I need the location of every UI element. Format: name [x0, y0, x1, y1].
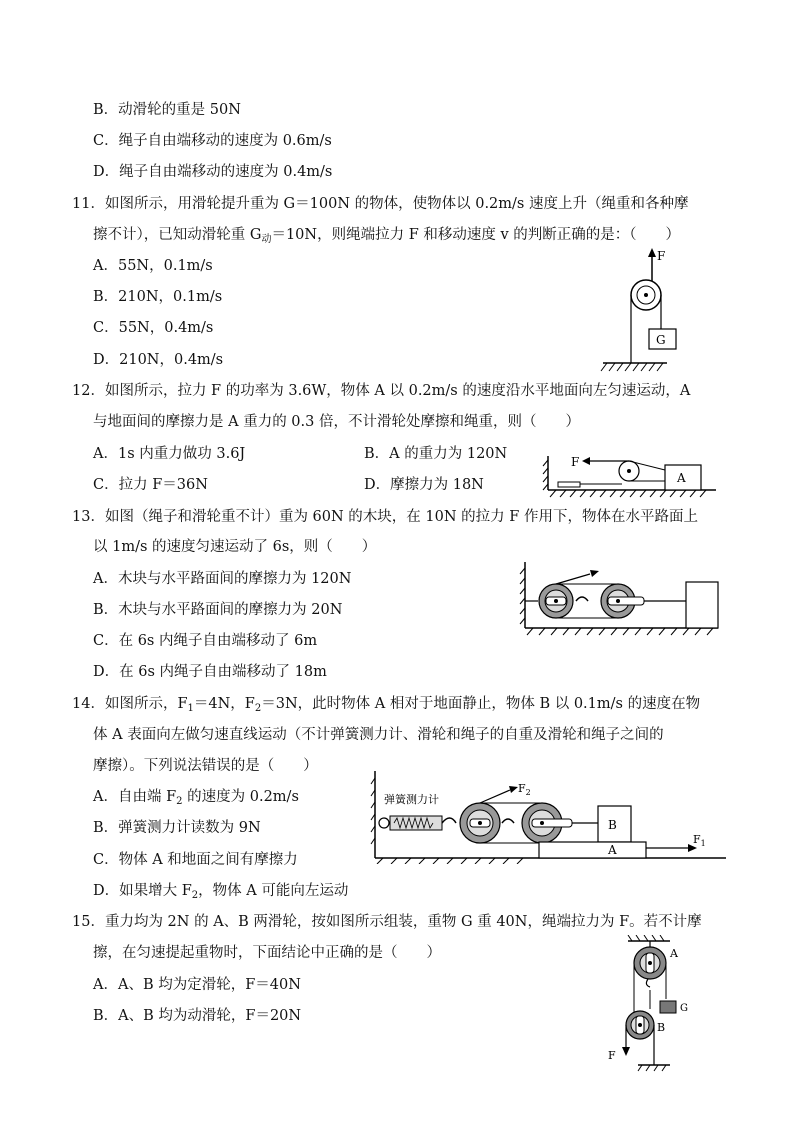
q11-option-d: D．210N，0.4m/s — [93, 352, 224, 368]
q11-option-c: C．55N，0.4m/s — [93, 320, 214, 336]
q14-option-a: A．自由端 $F_2$ 的速度为 0.2m/s — [93, 789, 299, 807]
q14-option-b: B．弹簧测力计读数为 9N — [93, 820, 261, 836]
q14-stem-line3: 摩擦）。下列说法错误的是（ ） — [93, 758, 318, 774]
q13-option-b: B．木块与水平路面间的摩擦力为 20N — [93, 602, 343, 618]
q12-block-label: A — [677, 471, 686, 485]
q12-option-b: B．A 的重力为 120N — [364, 446, 508, 462]
q10-option-c: C．绳子自由端移动的速度为 0.6m/s — [93, 133, 332, 149]
q14-f2-label: $F_2$ — [518, 782, 531, 797]
q11-option-a: A．55N，0.1m/s — [93, 258, 213, 274]
q13-option-d: D．在 6s 内绳子自由端移动了 18m — [93, 664, 327, 680]
q11-option-b: B．210N，0.1m/s — [93, 289, 223, 305]
q15-pulley-figure — [600, 935, 700, 1075]
q15-option-b: B．A、B 均为动滑轮，F＝20N — [93, 1008, 302, 1024]
q15-stem-line2: 擦，在匀速提起重物时，下面结论中正确的是（ ） — [93, 945, 441, 961]
q13-stem-line1: 13．如图（绳子和滑轮重不计）重为 60N 的木块，在 10N 的拉力 F 作用下，物体在水平路面上 — [72, 509, 698, 525]
q15-option-a: A．A、B 均为定滑轮，F＝40N — [93, 977, 301, 993]
q12-option-a: A．1s 内重力做功 3.6J — [93, 446, 246, 462]
q12-force-label: F — [571, 455, 580, 469]
q13-pulley-block-figure — [518, 558, 723, 638]
q14-block-a-label: A — [608, 843, 617, 857]
q14-option-c: C．物体 A 和地面之间有摩擦力 — [93, 852, 298, 868]
q14-f1-label: $F_1$ — [693, 833, 706, 848]
q14-spring-scale-figure — [370, 768, 730, 864]
q11-force-label: F — [657, 249, 666, 263]
q13-option-a: A．木块与水平路面间的摩擦力为 120N — [93, 571, 352, 587]
q15-pulley-a-label: A — [670, 947, 678, 960]
q12-stem-line1: 12．如图所示，拉力 F 的功率为 3.6W，物体 A 以 0.2m/s 的速度沿水平地面向左匀速运动，A — [72, 383, 691, 399]
q14-option-d: D．如果增大 $F_2$，物体 A 可能向左运动 — [93, 883, 349, 901]
q15-force-label: F — [608, 1049, 616, 1062]
q12-option-d: D．摩擦力为 18N — [364, 477, 484, 493]
q11-weight-label: G — [656, 333, 666, 347]
q15-pulley-b-label: B — [657, 1021, 666, 1034]
q10-option-b: B．动滑轮的重是 50N — [93, 102, 241, 118]
q15-weight-label: G — [680, 1003, 688, 1014]
q11-pulley-figure — [595, 245, 695, 380]
q12-stem-line2: 与地面间的摩擦力是 A 重力的 0.3 倍，不计滑轮处摩擦和绳重，则（ ） — [93, 414, 580, 430]
q10-option-d: D．绳子自由端移动的速度为 0.4m/s — [93, 164, 333, 180]
q14-stem-line2: 体 A 表面向左做匀速直线运动（不计弹簧测力计、滑轮和绳子的自重及滑轮和绳子之间的 — [93, 727, 664, 743]
q14-spring-scale-label: 弹簧测力计 — [384, 793, 439, 806]
q12-option-c: C．拉力 F＝36N — [93, 477, 208, 493]
q11-stem-line1: 11．如图所示，用滑轮提升重为 G＝100N 的物体，使物体以 0.2m/s 速度上升（绳重和各种摩 — [72, 196, 689, 212]
q11-stem-line2: 擦不计），已知动滑轮重 $G_动=10N$，则绳端拉力 F 和移动速度 v 的判断正确的是：（ ） — [93, 227, 681, 245]
q14-stem-line1: 14．如图所示，$F_1=4N$，$F_2=3N$，此时物体 A 相对于地面静止，物体 B 以 0.1m/s 的速度在物 — [72, 696, 701, 714]
q12-horizontal-pulley-figure — [540, 450, 720, 502]
q13-option-c: C．在 6s 内绳子自由端移动了 6m — [93, 633, 318, 649]
q15-stem-line1: 15．重力均为 2N 的 A、B 两滑轮，按如图所示组装，重物 G 重 40N，绳端拉力为 F。若不计摩 — [72, 914, 702, 930]
q13-stem-line2: 以 1m/s 的速度匀速运动了 6s，则（ ） — [93, 539, 377, 555]
q14-block-b-label: B — [608, 818, 617, 832]
